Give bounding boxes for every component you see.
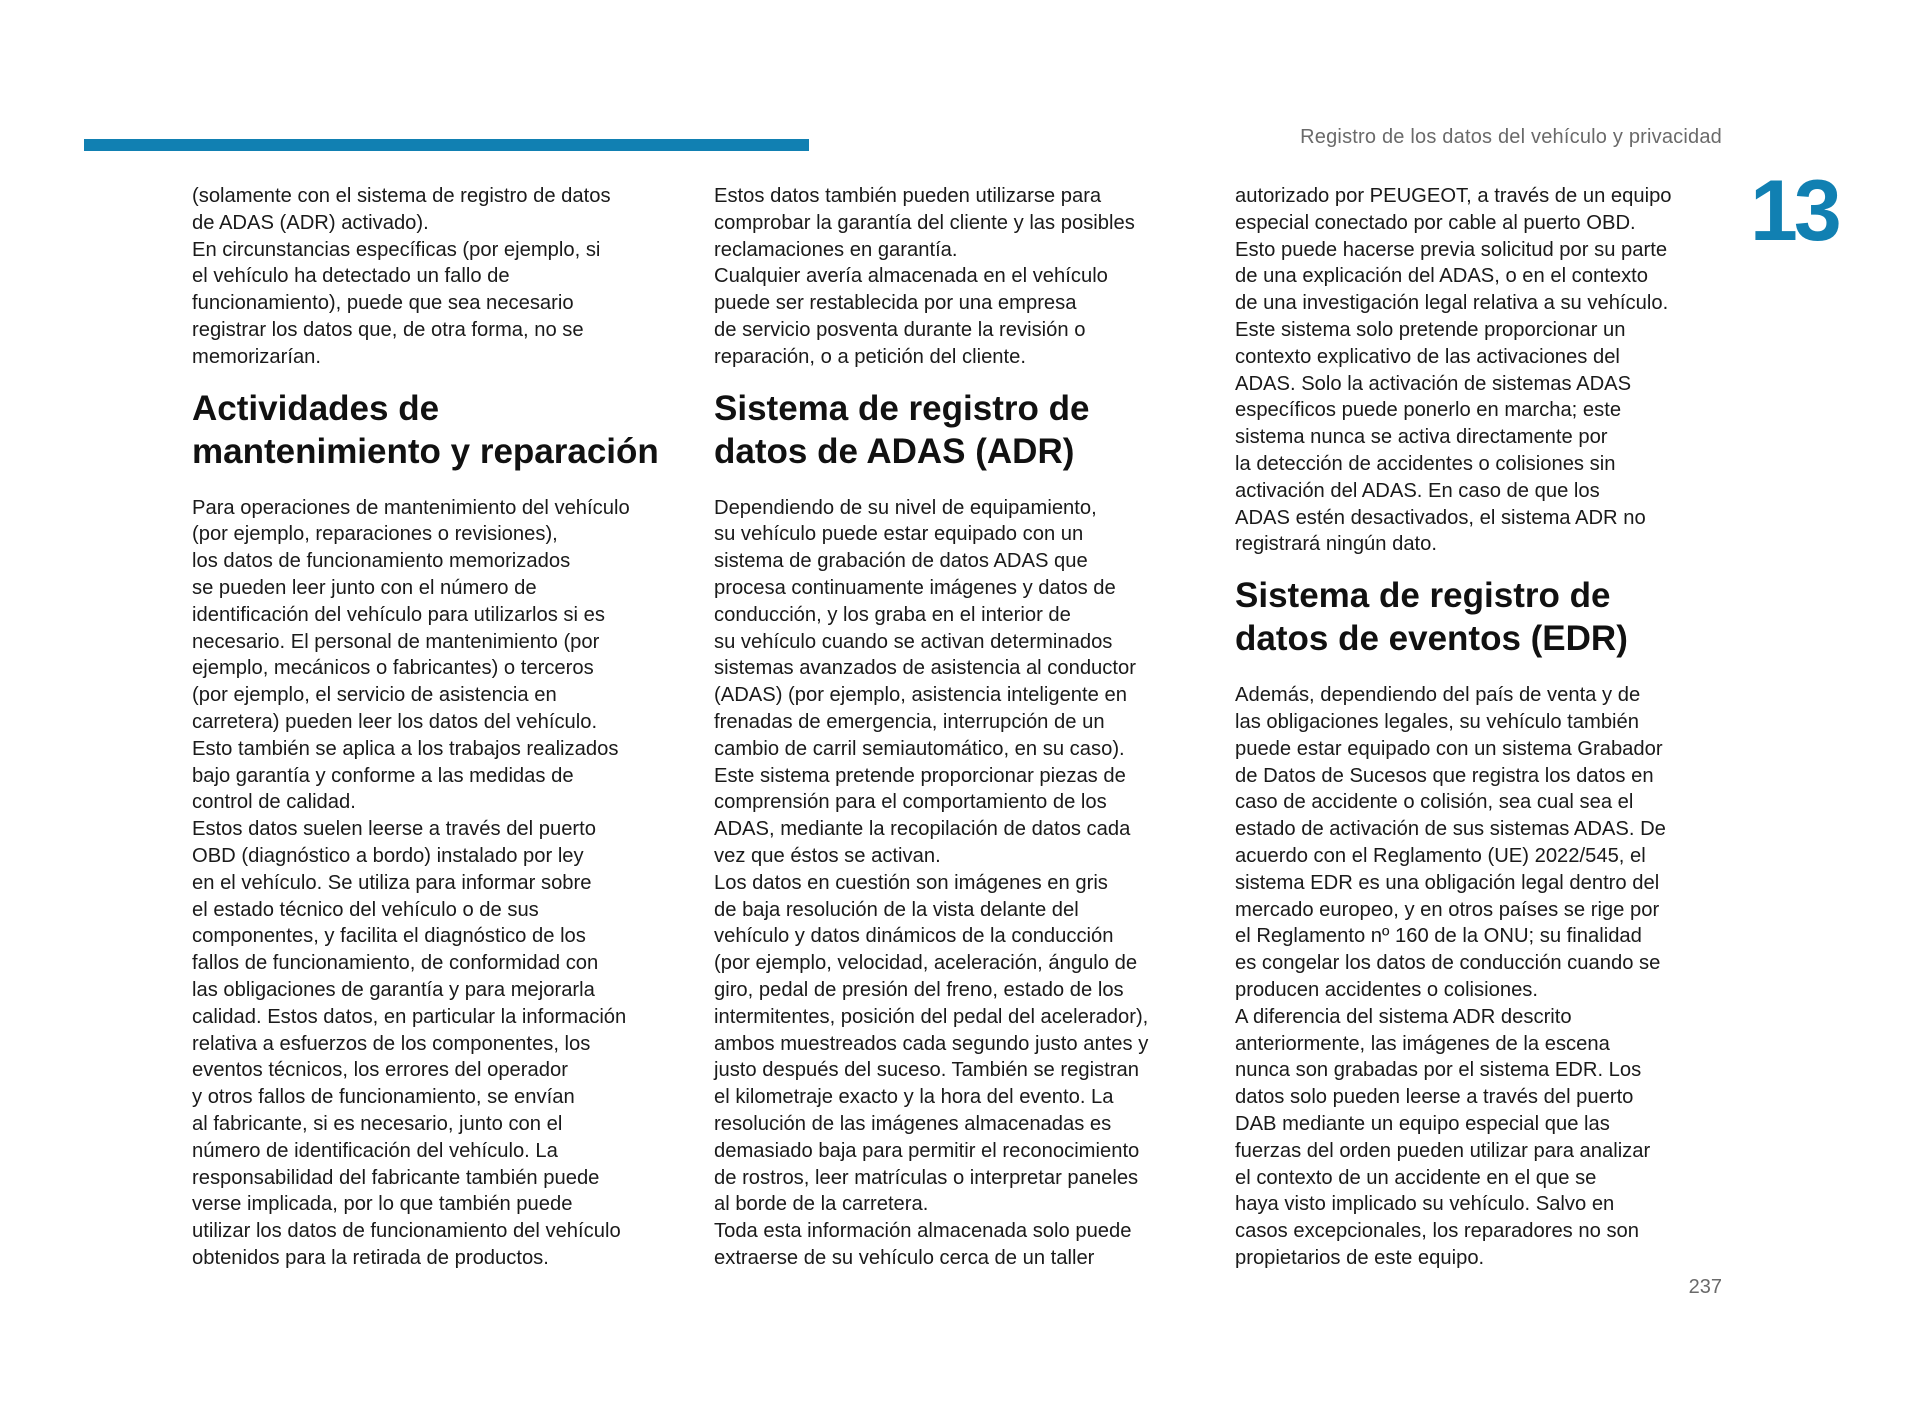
header-accent-bar xyxy=(84,139,809,151)
section-heading: Actividades de mantenimiento y reparación xyxy=(192,388,659,471)
section-heading: Sistema de registro de datos de ADAS (ADR) xyxy=(714,388,1090,471)
paragraph: Dependiendo de su nivel de equipamiento, su vehículo puede estar equipado con un sistema de grabación de datos ADAS que procesa continuamente imágenes y datos de conducción, y los graba en el interior de su vehículo cuando se activan determinados sistemas avanzados de asistencia al conductor (ADAS) (por ejemplo, asistencia inteligente en frenadas de emergencia, interrupción de un cambio de carril semiautomático, en su caso). Este sistema pretende proporcionar piezas de comprensión para el comportamiento de los ADAS, mediante la recopilación de datos cada vez que éstos se activan. Los datos en cuestión son imágenes en gris de baja resolución de la vista delante del vehículo y datos dinámicos de la conducción (por ejemplo, velocidad, aceleración, ángulo de giro, pedal de presión del freno, estado de los intermitentes, posición del pedal del acelerador), ambos muestreados cada segundo justo antes y justo después del suceso. También se registran el kilometraje exacto y la hora del evento. La resolución de las imágenes almacenadas es demasiado baja para permitir el reconocimiento de rostros, leer matrículas o interpretar paneles al borde de la carretera. Toda esta información almacenada solo puede extraerse de su vehículo cerca de un taller xyxy=(714,496,1149,1269)
page-number: 237 xyxy=(1688,1276,1722,1298)
paragraph: autorizado por PEUGEOT, a través de un equipo especial conectado por cable al puerto OBD. Esto puede hacerse previa solicitud por su parte de una explicación del ADAS, o en el contexto de una investigación legal relativa a su vehículo. Este sistema solo pretende proporcionar un contexto explicativo de las activaciones del ADAS. Solo la activación de sistemas ADAS específicos puede ponerlo en marcha; este sistema nunca se activa directamente por la detección de accidentes o colisiones sin activación del ADAS. En caso de que los ADAS estén desactivados, el sistema ADR no registrará ningún dato. xyxy=(1235,185,1672,556)
chapter-number: 13 xyxy=(1750,163,1838,259)
running-header: Registro de los datos del vehículo y privacidad xyxy=(1300,126,1722,148)
paragraph: Además, dependiendo del país de venta y de las obligaciones legales, su vehículo también puede estar equipado con un sistema Grabador de Datos de Sucesos que registra los datos en caso de accidente o colisión, sea cual sea el estado de activación de sus sistemas ADAS. De acuerdo con el Reglamento (UE) 2022/545, el sistema EDR es una obligación legal dentro del mercado europeo, y en otros países se rige por el Reglamento nº 160 de la ONU; su finalidad es congelar los datos de conducción cuando se producen accidentes o colisiones. A diferencia del sistema ADR descrito anteriormente, las imágenes de la escena nunca son grabadas por el sistema EDR. Los datos solo pueden leerse a través del puerto DAB mediante un equipo especial que las fuerzas del orden pueden utilizar para analizar el contexto de un accidente en el que se haya visto implicado su vehículo. Salvo en casos excepcionales, los reparadores no son propietarios de este equipo. xyxy=(1235,684,1666,1269)
text-column-1 xyxy=(192,183,684,1272)
paragraph: (solamente con el sistema de registro de datos de ADAS (ADR) activado). En circunstancias específicas (por ejemplo, si el vehículo ha detectado un fallo de funcionamiento), puede que sea necesario registrar los datos que, de otra forma, no se memorizarían. xyxy=(192,185,611,368)
paragraph: Para operaciones de mantenimiento del vehículo (por ejemplo, reparaciones o revisiones), los datos de funcionamiento memorizados se pueden leer junto con el número de identificación del vehículo para utilizarlos si es necesario. El personal de mantenimiento (por ejemplo, mecánicos o fabricantes) o terceros (por ejemplo, el servicio de asistencia en carretera) pueden leer los datos del vehículo. Esto también se aplica a los trabajos realizados bajo garantía y conforme a las medidas de control de calidad. Estos datos suelen leerse a través del puerto OBD (diagnóstico a bordo) instalado por ley en el vehículo. Se utiliza para informar sobre el estado técnico del vehículo o de sus componentes, y facilita el diagnóstico de los fallos de funcionamiento, de conformidad con las obligaciones de garantía y para mejorarla calidad. Estos datos, en particular la información relativa a esfuerzos de los componentes, los eventos técnicos, los errores del operador y otros fallos de funcionamiento, se envían al fabricante, si es necesario, junto con el número de identificación del vehículo. La responsabilidad del fabricante también puede verse implicada, por lo que también puede utilizar los datos de funcionamiento del vehículo obtenidos para la retirada de productos. xyxy=(192,496,630,1269)
text-column-3 xyxy=(1235,183,1727,1272)
text-column-2 xyxy=(714,183,1206,1272)
paragraph: Estos datos también pueden utilizarse para comprobar la garantía del cliente y las posibles reclamaciones en garantía. Cualquier avería almacenada en el vehículo puede ser restablecida por una empresa de servicio posventa durante la revisión o reparación, o a petición del cliente. xyxy=(714,185,1135,368)
section-heading: Sistema de registro de datos de eventos (EDR) xyxy=(1235,576,1628,659)
